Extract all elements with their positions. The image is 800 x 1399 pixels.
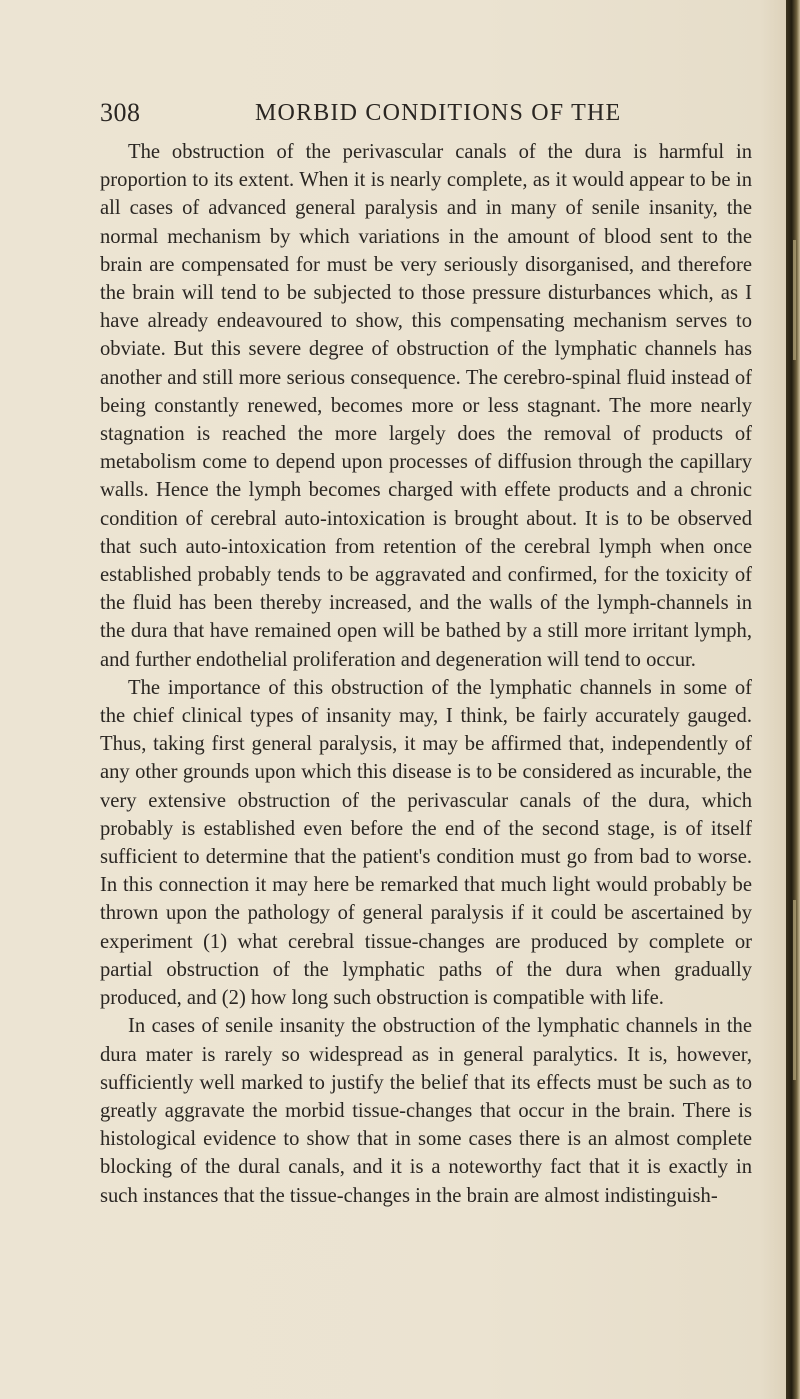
paragraph-2: The importance of this obstruction of the lymphatic channels in some of the chief clinical types of insanity may, I think, be fairly accurately gauged. Thus, taking first general paralysis, it may be affirmed that, independently of any other grounds upon which this disease is to be considered as incurable, the very extensive obstruction of the perivascular canals of the dura, which probably is established even before the end of the second stage, is of itself sufficient to determine that the patient's condition must go from bad to worse. In this connection it may here be remarked that much light would probably be thrown upon the pathology of general paralysis if it could be ascertained by experiment (1) what cerebral tissue-changes are produced by complete or partial obstruction of the lymphatic paths of the dura when gradually produced, and (2) how long such obstruction is compatible with life. [100, 676, 752, 1010]
edge-highlight [793, 900, 796, 1080]
page-number: 308 [100, 98, 141, 127]
edge-highlight [793, 240, 796, 360]
page-header [100, 98, 750, 138]
body-text [100, 138, 752, 1210]
paragraph-1: The obstruction of the perivascular canals of the dura is harmful in proportion to its extent. When it is nearly complete, as it would appear to be in all cases of advanced general paralysis and in many of senile insanity, the normal mechanism by which variations in the amount of blood sent to the brain are compensated for must be very seriously disorganised, and therefore the brain will tend to be subjected to those pressure disturbances which, as I have already endeavoured to show, this compensating mechanism serves to obviate. But this severe degree of obstruction of the lymphatic channels has another and still more serious consequence. The cerebro-spinal fluid instead of being constantly renewed, becomes more or less stagnant. The more nearly stagnation is reached the more largely does the removal of products of metabolism come to depend upon processes of diffusion through the capillary walls. Hence the lymph becomes charged with effete products and a chronic condition of cerebral auto-intoxication is brought about. It is to be observed that such auto-intoxication from retention of the cerebral lymph when once established probably tends to be aggravated and confirmed, for the toxicity of the fluid has been thereby increased, and the walls of the lymph-channels in the dura that have remained open will be bathed by a still more irritant lymph, and further endothelial proliferation and degeneration will tend to occur. [100, 141, 752, 671]
running-title: MORBID CONDITIONS OF THE [255, 100, 622, 126]
book-spine-edge [786, 0, 800, 1399]
paragraph-3: In cases of senile insanity the obstruction of the lymphatic channels in the dura mater is rarely so widespread as in general paralytics. It is, however, sufficiently well marked to justify the belief that its effects must be such as to greatly aggravate the morbid tissue-changes that occur in the brain. There is histological evidence to show that in some cases there is an almost complete blocking of the dural canals, and it is a noteworthy fact that it is exactly in such instances that the tissue-changes in the brain are almost indistinguish- [100, 1015, 752, 1207]
